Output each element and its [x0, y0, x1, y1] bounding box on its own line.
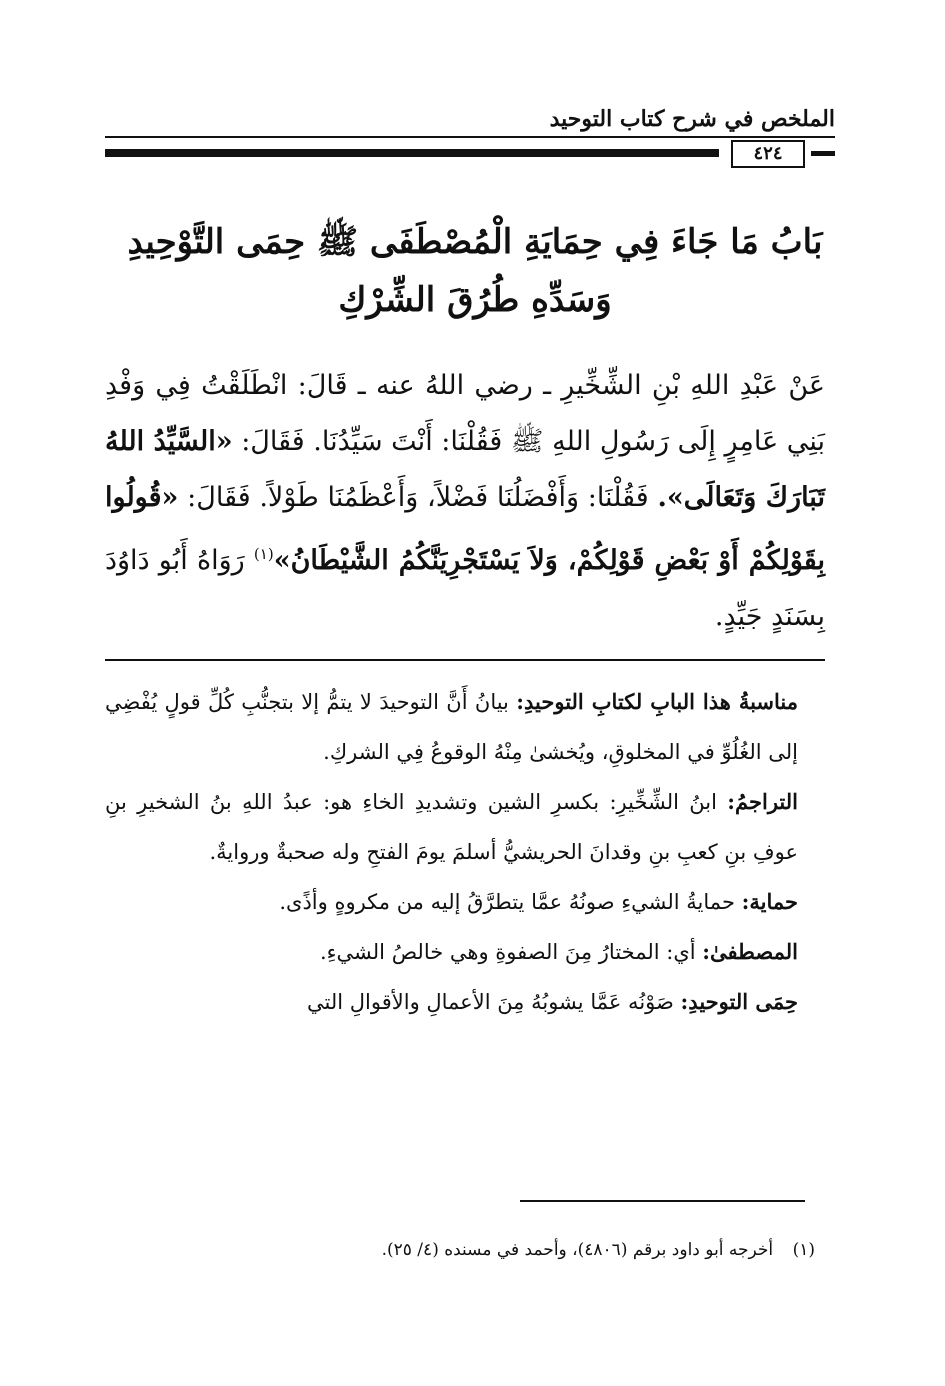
mustafa-term: المصطفىٰ:: [702, 939, 798, 964]
commentary-biographies: [105, 777, 820, 877]
hima-term: حِمَى التوحيدِ:: [680, 989, 798, 1014]
commentary-mustafa: [105, 927, 820, 977]
hadith-source: رَوَاهُ أَبُو دَاوُدَ بِسَنَدٍ جَيِّدٍ.: [105, 545, 825, 632]
hadith-middle: فَقُلْنَا: وَأَفْضَلُنَا فَضْلاً، وَأَعْظَمُنَا طَوْلاً. فَقَالَ:: [187, 482, 649, 513]
footnote-marker: (١): [792, 1240, 815, 1260]
header-rule-thick: [105, 149, 719, 157]
footnote: [215, 1236, 815, 1264]
header-rule-thin: [105, 136, 835, 138]
relevance-term: مناسبةُ هذا البابِ لكتابِ التوحيدِ:: [516, 689, 798, 714]
book-page: [95, 0, 845, 1386]
section-divider: [105, 659, 825, 661]
chapter-title: بَابُ مَا جَاءَ فِي حِمَايَةِ الْمُصْطَفَى ﷺ حِمَى التَّوْحِيدِ وَسَدِّهِ طُرُقَ الشِّرْكِ: [127, 222, 823, 320]
hima-text: صَوْنُه عَمَّا يشوبُهُ مِنَ الأعمالِ والأقوالِ التي: [307, 990, 674, 1014]
relevance-text: بيانُ أَنَّ التوحيدَ لا يتمُّ إلا بتجنُّبِ كُلِّ قولٍ يُفْضِي إلى الغُلُوِّ في المخلوقِ، ويُخشىٰ مِنْهُ الوقوعُ فِي الشركِ.: [105, 690, 798, 764]
footnote-text: أخرجه أبو داود برقم (٤٨٠٦)، وأحمد في مسنده (٤/ ٢٥).: [381, 1240, 774, 1260]
footnote-divider: [520, 1200, 805, 1202]
commentary-relevance: [105, 677, 820, 777]
biographies-text: ابنُ الشِّخِّيرِ: بكسرِ الشين وتشديدِ الخاءِ هو: عبدُ اللهِ بنُ الشخيرِ بنِ عوفِ بنِ كعبِ بنِ وقدانَ الحريشيُّ أسلمَ يومَ الفتحِ وله صحبةٌ وروايةٌ.: [105, 790, 798, 864]
header-rule-stub: [811, 151, 835, 156]
footnote-reference: (١): [253, 545, 274, 563]
hadith-text: [105, 358, 825, 645]
commentary-himaya: [105, 877, 820, 927]
hadith-quote-1: «السَّيِّدُ اللهُ تَبَارَكَ وَتَعَالَى».: [105, 426, 825, 513]
commentary-hima: [105, 977, 820, 1027]
commentary: [105, 677, 820, 1027]
hadith-quote-2: «قُولُوا بِقَوْلِكُمْ أَوْ بَعْضِ قَوْلِكُمْ، وَلاَ يَسْتَجْرِيَنَّكُمُ الشَّيْطَانُ»: [105, 482, 825, 576]
page-number: ٤٢٤: [731, 140, 805, 168]
biographies-term: التراجمُ:: [727, 789, 798, 814]
mustafa-text: أي: المختارُ مِنَ الصفوةِ وهي خالصُ الشيءِ.: [320, 940, 696, 964]
hadith-intro: عَنْ عَبْدِ اللهِ بْنِ الشِّخِّيرِ ـ رضي اللهُ عنه ـ قَالَ: انْطَلَقْتُ فِي وَفْدِ بَنِي عَامِرٍ إِلَى رَسُولِ اللهِ ﷺ فَقُلْنَا: أَنْتَ سَيِّدُنَا. فَقَالَ:: [105, 370, 825, 457]
himaya-text: حمايةُ الشيءِ صونُهُ عمَّا يتطرَّقُ إليه من مكروهٍ وأذًى.: [279, 890, 735, 914]
himaya-term: حماية:: [741, 889, 798, 914]
running-header-book-title: الملخص في شرح كتاب التوحيد: [549, 106, 835, 132]
